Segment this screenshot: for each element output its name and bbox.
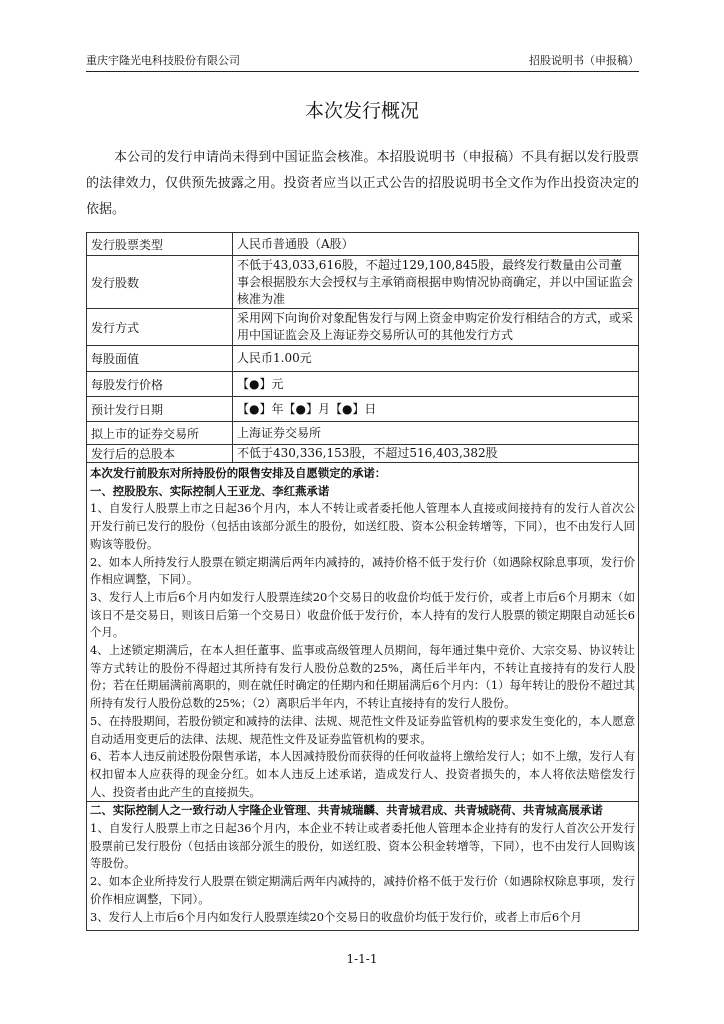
list-item: 1、自发行人股票上市之日起36个月内，本企业不转让或者委托他人管理本企业持有的发行人首次公开发行股票前已发行股份（包括由该部分派生的股份，如送红股、资本公积金转增等，下同），也不由发行人回购该等股份。 — [90, 821, 635, 871]
page-number: 1-1-1 — [346, 952, 378, 966]
section-2-title: 二、实际控制人之一致行动人宇隆企业管理、共青城瑞麟、共青城君成、共青城晓荷、共青城高展承诺 — [87, 801, 638, 820]
row-label: 每股发行价格 — [87, 372, 233, 397]
commitments-heading: 本次发行前股东对所持股份的限售安排及自愿锁定的承诺： — [90, 466, 387, 480]
row-value: 【●】年【●】月【●】日 — [233, 397, 639, 422]
list-item: 1、自发行人股票上市之日起36个月内，本人不转让或者委托他人管理本人直接或间接持有的发行人首次公开发行前已发行的股份（包括由该部分派生的股份，如送红股、资本公积金转增等，下同），也不由发行人回购该等股份。 — [90, 501, 635, 551]
intro-paragraph: 本公司的发行申请尚未得到中国证监会核准。本招股说明书（申报稿）不具有据以发行股票的法律效力，仅供预先披露之用。投资者应当以正式公告的招股说明书全文作为作出投资决定的依据。 — [86, 150, 639, 217]
table-row — [87, 233, 639, 256]
row-value: 【●】元 — [233, 372, 639, 397]
list-item: 6、若本人违反前述股份限售承诺，本人因减持股份而获得的任何收益将上缴给发行人；如不上缴，发行人有权扣留本人应获得的现金分红。如本人违反上述承诺，造成发行人、投资者损失的，本人将依法赔偿发行人、投资者由此产生的直接损失。 — [90, 749, 635, 799]
row-label: 发行后的总股本 — [87, 445, 233, 463]
document-type: 招股说明书（申报稿） — [529, 54, 639, 67]
page-title: 本次发行概况 — [304, 100, 419, 122]
table-row — [87, 346, 639, 372]
table-row — [87, 256, 639, 309]
row-value: 采用网下向询价对象配售发行与网上资金申购定价发行相结合的方式，或采用中国证监会及上海证券交易所认可的其他发行方式 — [233, 309, 639, 346]
table-row — [87, 445, 639, 463]
row-label: 每股面值 — [87, 346, 233, 372]
row-label: 拟上市的证券交易所 — [87, 422, 233, 445]
table-row — [87, 372, 639, 397]
company-name: 重庆宇隆光电科技股份有限公司 — [86, 54, 240, 67]
row-value: 不低于430,336,153股，不超过516,403,382股 — [233, 445, 639, 463]
row-label: 发行股票类型 — [87, 233, 233, 256]
row-value: 不低于43,033,616股，不超过129,100,845股，最终发行数量由公司董事会根据股东大会授权与主承销商根据申购情况协商确定，并以中国证监会核准为准 — [233, 256, 639, 309]
table-row — [87, 422, 639, 445]
list-item: 2、如本企业所持发行人股票在锁定期满后两年内减持的，减持价格不低于发行价（如遇除权除息事项，发行价作相应调整，下同）。 — [90, 874, 635, 906]
table-row — [87, 397, 639, 422]
list-item: 3、发行人上市后6个月内如发行人股票连续20个交易日的收盘价均低于发行价，或者上市后6个月 — [90, 909, 582, 924]
section-1-title: 一、控股股东、实际控制人王亚龙、李红燕承诺 — [90, 483, 330, 498]
page-header — [86, 49, 639, 72]
list-item: 4、上述锁定期满后，在本人担任董事、监事或高级管理人员期间，每年通过集中竞价、大宗交易、协议转让等方式转让的股份不得超过其所持有发行人股份总数的25%，离任后半年内，不转让直接持有的发行人股份；若在任期届满前离职的，则在就任时确定的任期内和任期届满后6个月内：（1）每年转让的股份不超过其所持有发行人股份总数的25%；（2）离职后半年内，不转让直接持有的发行人股份。 — [90, 643, 635, 711]
list-item: 5、在持股期间，若股份锁定和减持的法律、法规、规范性文件及证券监管机构的要求发生变化的，本人愿意自动适用变更后的法律、法规、规范性文件及证券监管机构的要求。 — [90, 713, 635, 746]
table-row — [87, 309, 639, 346]
row-value: 人民币普通股（A股） — [233, 233, 639, 256]
row-value: 上海证券交易所 — [233, 422, 639, 445]
row-value: 人民币1.00元 — [233, 346, 639, 372]
row-label: 预计发行日期 — [87, 397, 233, 422]
row-label: 发行股数 — [87, 256, 233, 309]
lockup-commitments — [86, 462, 639, 931]
row-label: 发行方式 — [87, 309, 233, 346]
list-item: 3、发行人上市后6个月内如发行人股票连续20个交易日的收盘价均低于发行价，或者上市后6个月期末（如该日不是交易日，则该日后第一个交易日）收盘价低于发行价，本人持有的发行人股票的锁定期限自动延长6个月。 — [90, 589, 635, 640]
offering-summary-table — [86, 232, 639, 463]
list-item: 2、如本人所持发行人股票在锁定期满后两年内减持的，减持价格不低于发行价（如遇除权除息事项，发行价作相应调整，下同）。 — [90, 554, 635, 587]
